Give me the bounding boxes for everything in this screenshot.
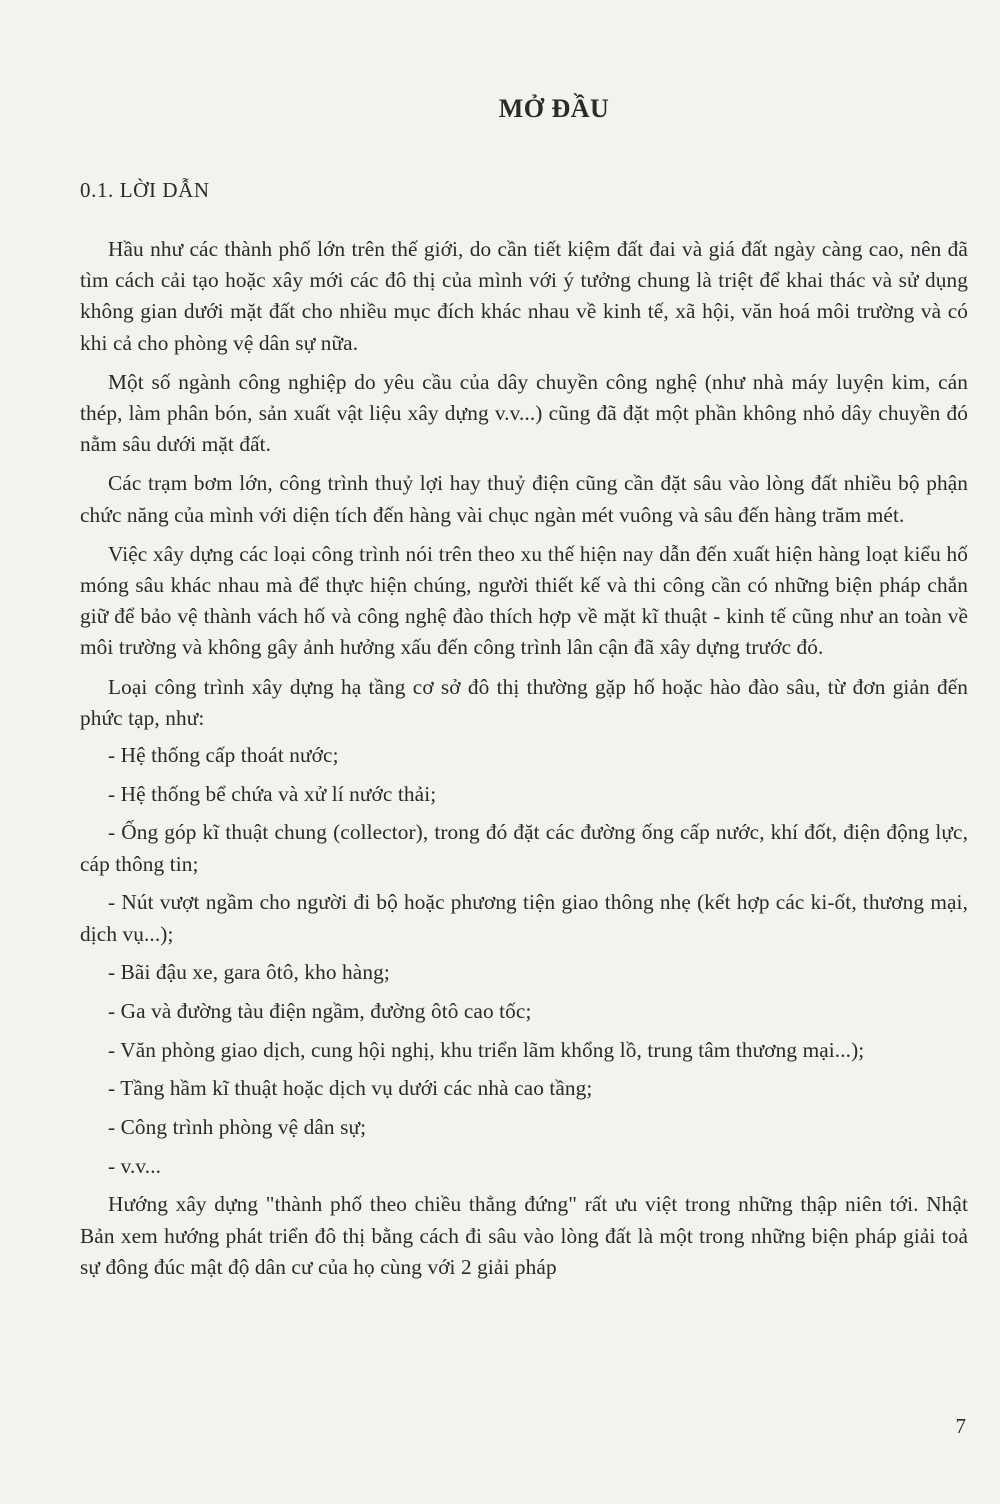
list-item: - Nút vượt ngầm cho người đi bộ hoặc phương tiện giao thông nhẹ (kết hợp các ki-ốt, thương mại, dịch vụ...);: [80, 890, 968, 946]
paragraph: Việc xây dựng các loại công trình nói trên theo xu thế hiện nay dẫn đến xuất hiện hàng loạt kiểu hố móng sâu khác nhau mà để thực hiện chúng, người thiết kế và thi công cần có những biện pháp chắn giữ để bảo vệ thành vách hố và công nghệ đào thích hợp về mặt kĩ thuật - kinh tế cũng như an toàn về môi trường và không gây ảnh hưởng xấu đến công trình lân cận đã xây dựng trước đó.: [80, 541, 968, 660]
list-item: - Hệ thống bể chứa và xử lí nước thải;: [108, 781, 437, 806]
paragraph: Loại công trình xây dựng hạ tầng cơ sở đô thị thường gặp hố hoặc hào đào sâu, từ đơn giản đến phức tạp, như:: [80, 674, 968, 730]
list-item: - v.v...: [108, 1153, 162, 1178]
list-item: - Ống góp kĩ thuật chung (collector), trong đó đặt các đường ống cấp nước, khí đốt, điện động lực, cáp thông tin;: [80, 820, 968, 876]
list-item: - Công trình phòng vệ dân sự;: [108, 1115, 367, 1140]
paragraph: Các trạm bơm lớn, công trình thuỷ lợi hay thuỷ điện cũng cần đặt sâu vào lòng đất nhiều bộ phận chức năng của mình với diện tích đến hàng vài chục ngàn mét vuông và sâu đến hàng trăm mét.: [80, 471, 968, 527]
section-heading: 0.1. LỜI DẪN: [80, 178, 210, 202]
list-item: - Bãi đậu xe, gara ôtô, kho hàng;: [108, 960, 390, 985]
list-item: - Văn phòng giao dịch, cung hội nghị, khu triển lãm khổng lồ, trung tâm thương mại...);: [108, 1037, 865, 1062]
list-item: - Hệ thống cấp thoát nước;: [108, 743, 339, 768]
chapter-title: MỞ ĐẦU: [498, 94, 610, 123]
page-number: 7: [955, 1414, 966, 1438]
paragraph: Hầu như các thành phố lớn trên thế giới, do cần tiết kiệm đất đai và giá đất ngày càng cao, nên đã tìm cách cải tạo hoặc xây mới các đô thị của mình với ý tưởng chung là triệt để khai thác và sử dụng không gian dưới mặt đất cho nhiều mục đích khác nhau về kinh tế, xã hội, văn hoá môi trường và có khi cả cho phòng vệ dân sự nữa.: [80, 237, 968, 355]
paragraph: Một số ngành công nghiệp do yêu cầu của dây chuyền công nghệ (như nhà máy luyện kim, cán thép, làm phân bón, sản xuất vật liệu xây dựng v.v...) cũng đã đặt một phần không nhỏ dây chuyền đó nằm sâu dưới mặt đất.: [80, 369, 968, 457]
list-item: - Tầng hầm kĩ thuật hoặc dịch vụ dưới các nhà cao tầng;: [108, 1076, 593, 1101]
infrastructure-list: [80, 740, 968, 1182]
closing-paragraph: Hướng xây dựng "thành phố theo chiều thẳng đứng" rất ưu việt trong những thập niên tới. Nhật Bản xem hướng phát triển đô thị bằng cách đi sâu vào lòng đất là một trong những biện pháp giải toả sự đông đúc mật độ dân cư của họ cùng với 2 giải pháp: [80, 1192, 968, 1279]
list-item: - Ga và đường tàu điện ngầm, đường ôtô cao tốc;: [108, 998, 532, 1023]
